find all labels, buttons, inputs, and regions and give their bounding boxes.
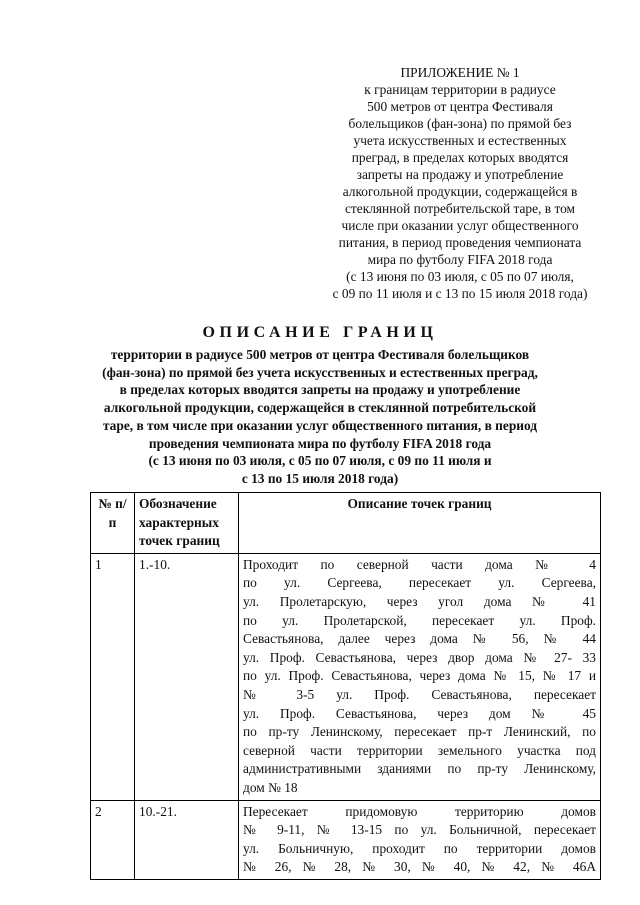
appendix-line: с 09 по 11 июля и с 13 по 15 июля 2018 года) — [332, 286, 588, 301]
appendix-line: болельщиков (фан-зона) по прямой без — [348, 116, 572, 131]
document-title: ОПИСАНИЕ ГРАНИЦ — [202, 324, 438, 341]
description-line: № 9-11, № 13-15 по ул. Больничной, пересекает — [243, 822, 596, 838]
description-line: административными зданиями по пр-ту Ленинскому, — [243, 761, 596, 777]
document-subtitle — [90, 346, 550, 488]
description-line: дом № 18 — [243, 779, 298, 795]
appendix-line: к границам территории в радиусе — [364, 82, 556, 97]
header-description: Описание точек границ — [239, 493, 601, 554]
appendix-line: числе при оказании услуг общественного — [341, 218, 579, 233]
description-line: северной части территории земельного участка под — [243, 742, 596, 758]
description-line: по пр-ту Ленинскому, пересекает пр-т Ленинский, по — [243, 724, 596, 740]
appendix-header — [290, 64, 630, 302]
row-num: 2 — [91, 800, 135, 879]
description-line: Пересекает придомовую территорию домов — [243, 803, 596, 819]
boundary-table — [90, 492, 601, 880]
appendix-line: запреты на продажу и употребление — [356, 167, 564, 182]
appendix-line: 500 метров от центра Фестиваля — [367, 99, 553, 114]
row-description — [239, 553, 601, 800]
subtitle-line: (фан-зона) по прямой без учета искусственных и естественных преград, — [102, 364, 538, 380]
description-line: по ул. Сергеева, пересекает ул. Сергеева, — [243, 575, 596, 591]
appendix-line: ПРИЛОЖЕНИЕ № 1 — [400, 65, 520, 80]
table-row — [91, 800, 601, 879]
header-num: № п/п — [91, 493, 135, 554]
row-points: 10.-21. — [135, 800, 239, 879]
appendix-line: учета искусственных и естественных — [353, 133, 567, 148]
row-num: 1 — [91, 553, 135, 800]
table-row — [91, 553, 601, 800]
subtitle-line: в пределах которых вводятся запреты на продажу и употребление — [119, 382, 521, 398]
description-line: ул. Проф. Севастьянова, через двор дома № 27- 33 — [243, 649, 596, 665]
subtitle-line: алкогольной продукции, содержащейся в стеклянной потребительской — [103, 400, 537, 416]
appendix-line: питания, в период проведения чемпионата — [338, 235, 582, 250]
header-points: Обозначение характерных точек границ — [135, 493, 239, 554]
subtitle-line: территории в радиусе 500 метров от центра Фестиваля болельщиков — [110, 347, 530, 362]
appendix-line: мира по футболу FIFA 2018 года — [367, 252, 553, 267]
appendix-line: стеклянной потребительской таре, в том — [344, 201, 576, 216]
appendix-line: преград, в пределах которых вводятся — [351, 150, 569, 165]
description-line: по ул. Проф. Севастьянова, через дома № 15, № 17 и — [243, 668, 596, 684]
description-line: ул. Больничную, проходит по территории домов — [243, 840, 596, 856]
table-header-row — [91, 493, 601, 554]
appendix-line: (с 13 июня по 03 июля, с 05 по 07 июля, — [346, 269, 574, 284]
subtitle-line: с 13 по 15 июля 2018 года) — [241, 470, 399, 486]
description-line: ул. Проф. Севастьянова, через дом № 45 — [243, 705, 596, 721]
description-line: № 26, № 28, № 30, № 40, № 42, № 46А — [243, 859, 596, 875]
row-description — [239, 800, 601, 879]
subtitle-line: проведения чемпионата мира по футболу FIFA 2018 года — [148, 435, 492, 451]
description-line: Севастьянова, далее через дома № 56, № 44 — [243, 631, 596, 647]
description-line: Проходит по северной части дома № 4 — [243, 556, 596, 572]
description-line: № 3-5 ул. Проф. Севастьянова, пересекает — [243, 686, 596, 702]
subtitle-line: (с 13 июня по 03 июля, с 05 по 07 июля, с 09 по 11 июля и — [148, 453, 492, 469]
row-points: 1.-10. — [135, 553, 239, 800]
description-line: ул. Пролетарскую, через угол дома № 41 — [243, 593, 596, 609]
subtitle-line: таре, в том числе при оказании услуг общественного питания, в период — [102, 417, 538, 433]
appendix-line: алкогольной продукции, содержащейся в — [342, 184, 578, 199]
description-line: по ул. Пролетарской, пересекает ул. Проф. — [243, 612, 596, 628]
